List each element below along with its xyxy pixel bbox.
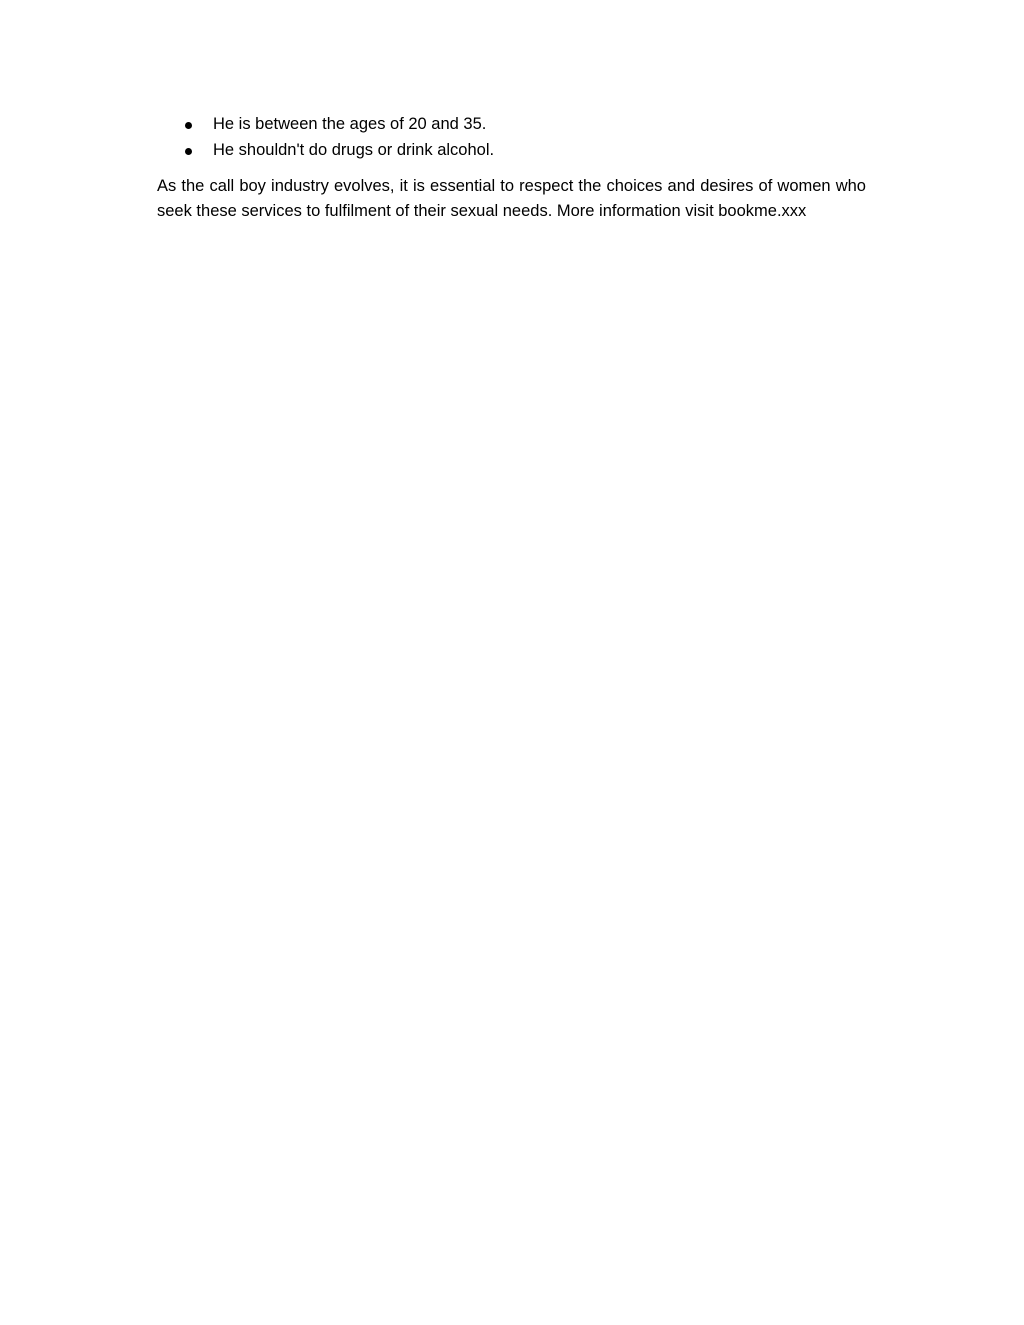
body-paragraph: As the call boy industry evolves, it is essential to respect the choices and desires of women who seek these services to fulfilment of their sexual needs. More information visit bookme.xxx [157,177,866,220]
document-body [157,112,866,224]
list-item-text: He shouldn't do drugs or drink alcohol. [213,141,495,159]
list-item [157,112,866,138]
bullet-icon [185,148,192,155]
bullet-list [157,112,866,164]
list-item [157,138,866,164]
list-item-text: He is between the ages of 20 and 35. [213,115,487,133]
bullet-icon [185,122,192,129]
